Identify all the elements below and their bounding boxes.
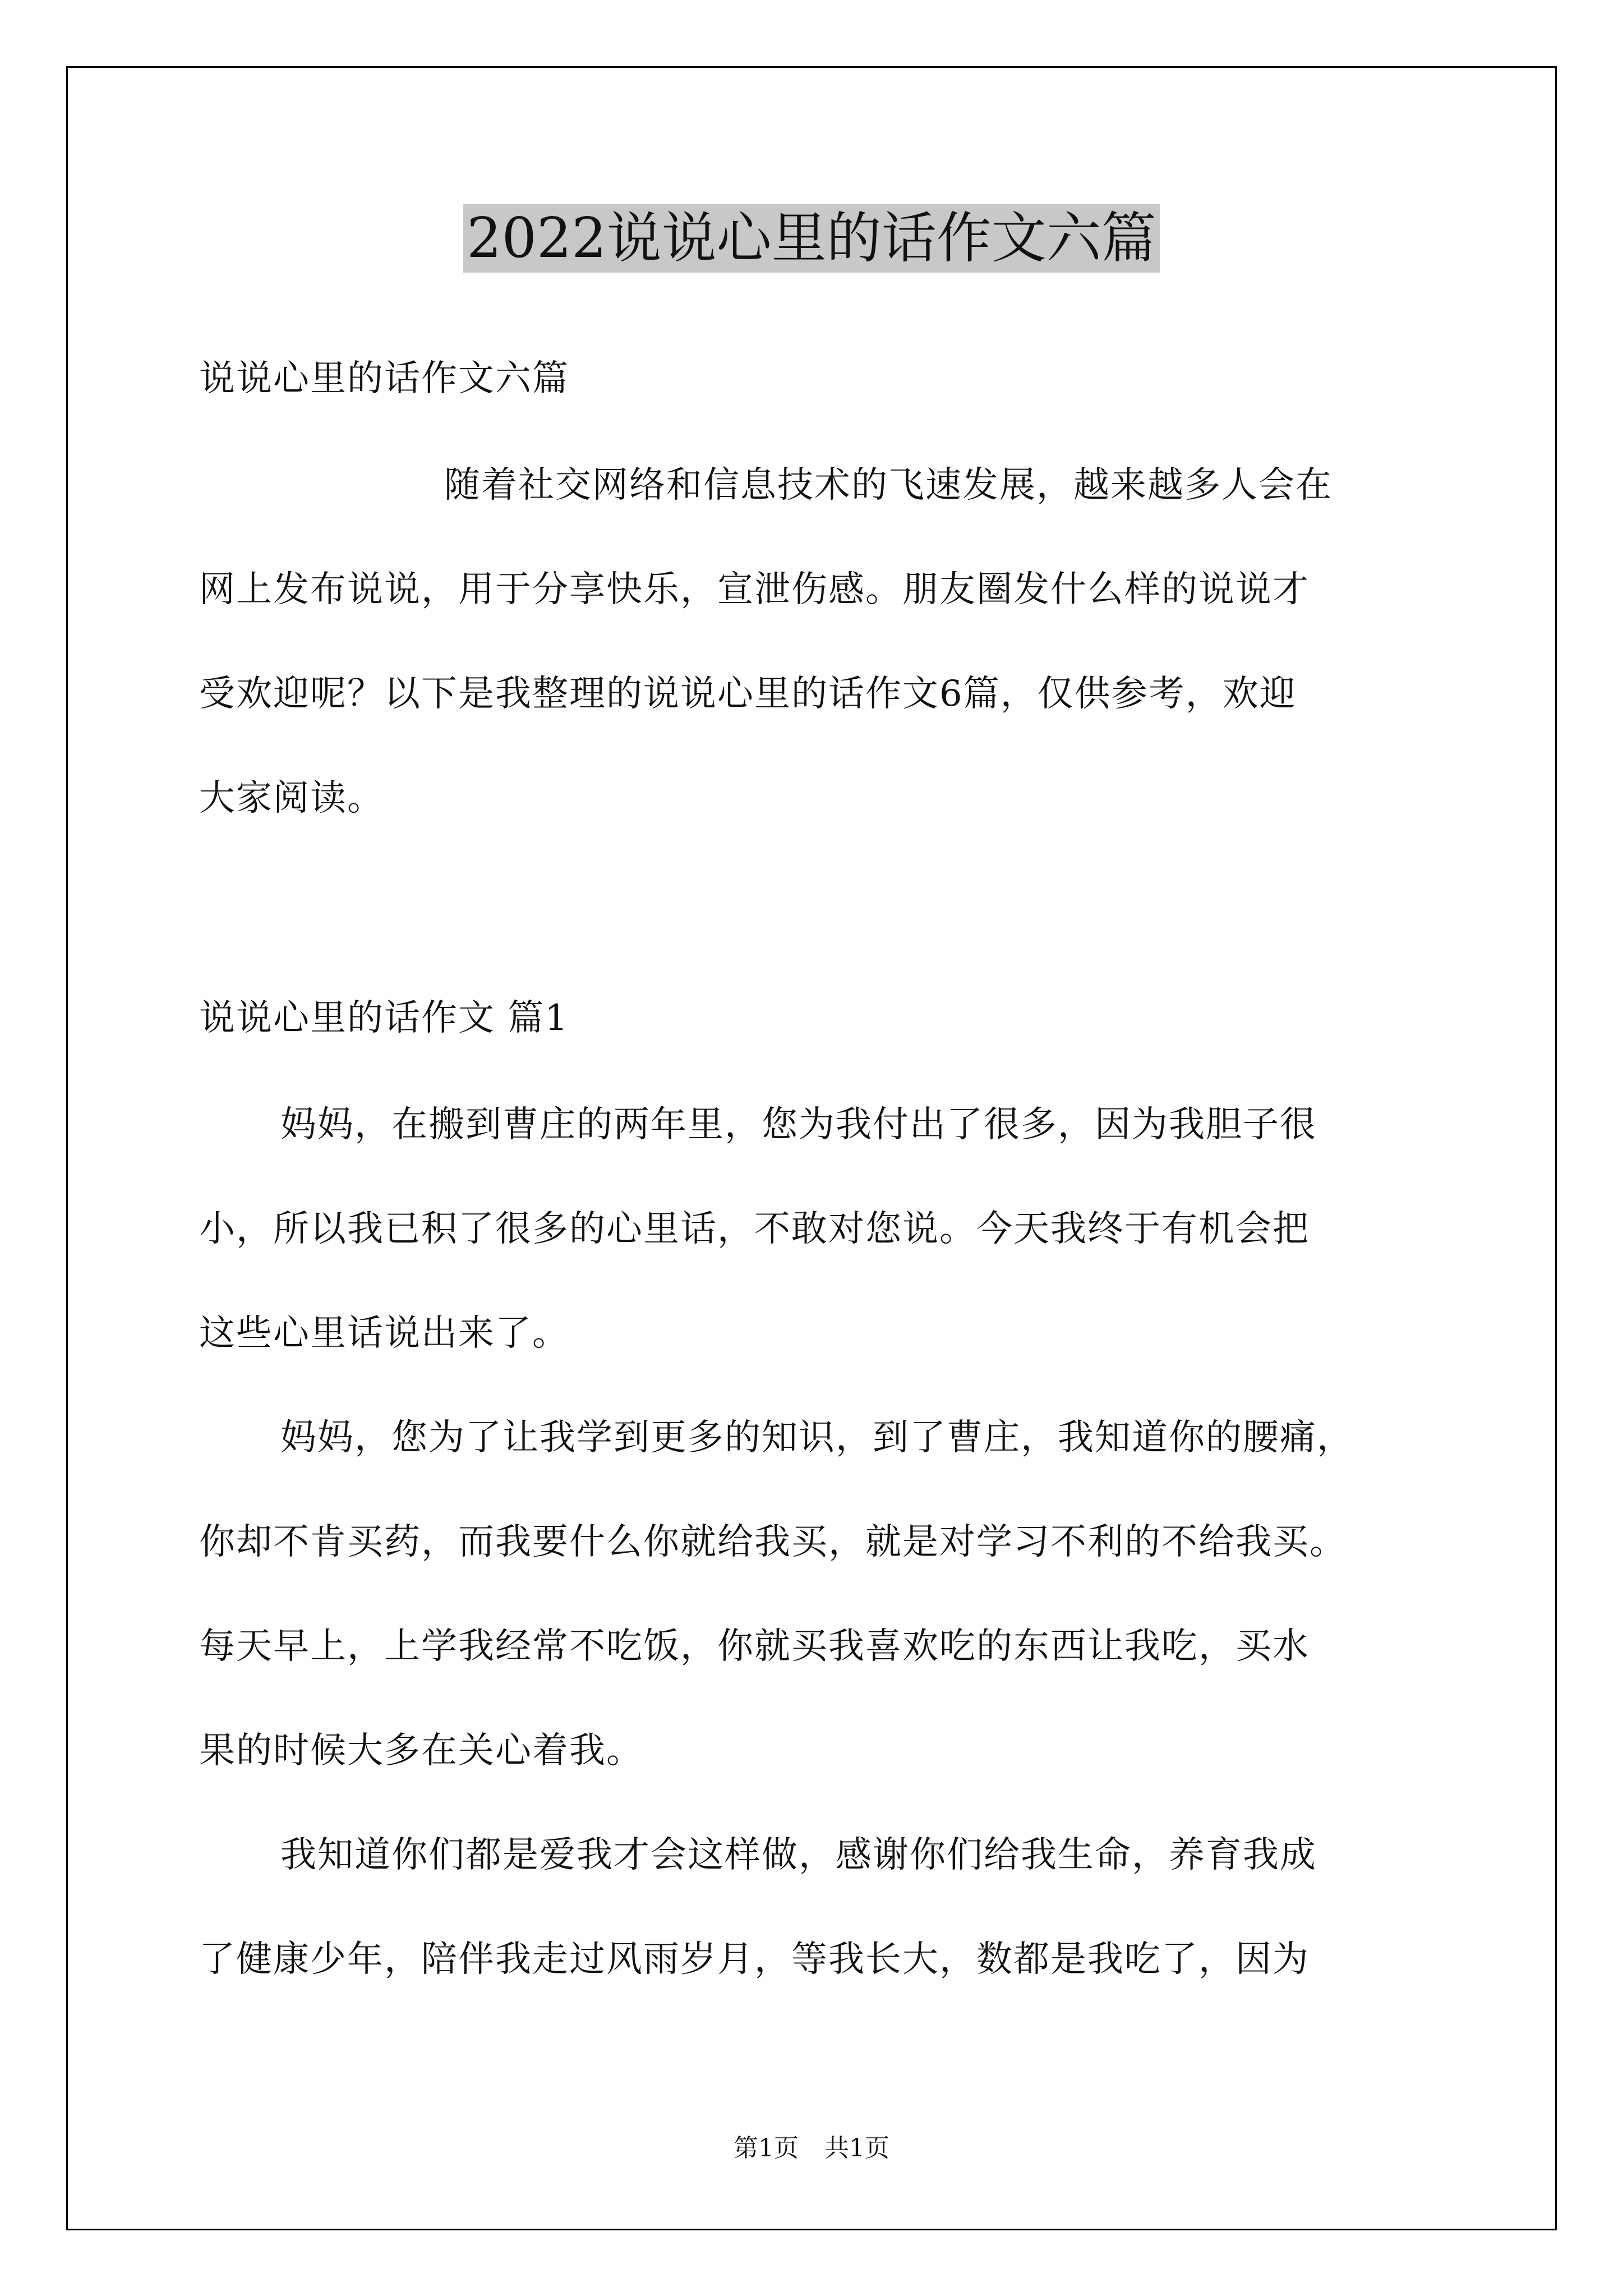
para1-line-3: 这些心里话说出来了。 xyxy=(199,1313,569,1354)
intro-line-2: 网上发布说说，用于分享快乐，宣泄伤感。朋友圈发什么样的说说才 xyxy=(199,569,1310,610)
document-title-text: 2022说说心里的话作文六篇 xyxy=(463,204,1159,273)
document-title xyxy=(0,199,1623,278)
intro-line-1: 随着社交网络和信息技术的飞速发展，越来越多人会在 xyxy=(444,464,1332,506)
document-subtitle: 说说心里的话作文六篇 xyxy=(199,358,569,399)
intro-line-4: 大家阅读。 xyxy=(199,777,384,819)
page-footer xyxy=(0,2132,1623,2165)
para2-line-2: 你却不肯买药，而我要什么你就给我买，就是对学习不利的不给我买。 xyxy=(199,1521,1347,1563)
section-1-heading: 说说心里的话作文 篇1 xyxy=(199,997,569,1039)
para2-line-4: 果的时候大多在关心着我。 xyxy=(199,1730,643,1772)
para2-line-1: 妈妈，您为了让我学到更多的知识，到了曹庄，我知道你的腰痛， xyxy=(280,1417,1354,1458)
para2-line-3: 每天早上，上学我经常不吃饭，你就买我喜欢吃的东西让我吃，买水 xyxy=(199,1626,1310,1667)
para3-line-2: 了健康少年，陪伴我走过风雨岁月，等我长大，数都是我吃了，因为 xyxy=(199,1939,1310,1980)
intro-line-3: 受欢迎呢？以下是我整理的说说心里的话作文6篇，仅供参考，欢迎 xyxy=(199,673,1297,715)
para3-line-1: 我知道你们都是爱我才会这样做，感谢你们给我生命，养育我成 xyxy=(280,1834,1317,1876)
page-number-total: 共1页 xyxy=(824,2134,889,2162)
para1-line-1: 妈妈，在搬到曹庄的两年里，您为我付出了很多，因为我胆子很 xyxy=(280,1104,1317,1145)
para1-line-2: 小，所以我已积了很多的心里话，不敢对您说。今天我终于有机会把 xyxy=(199,1208,1310,1250)
page-number-current: 第1页 xyxy=(734,2134,799,2162)
